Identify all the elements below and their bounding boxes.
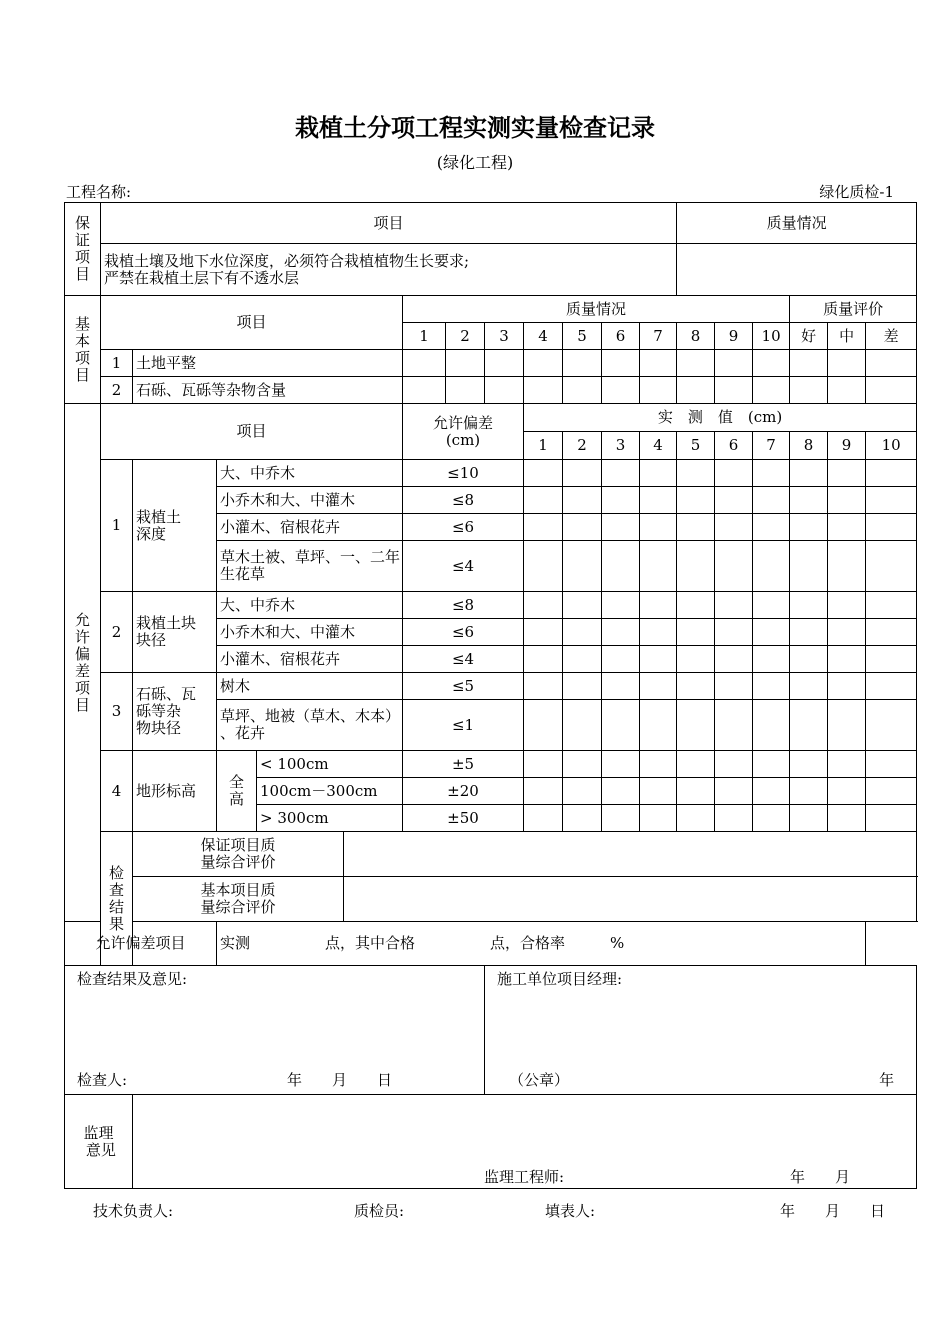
- row-tolerance: ≤6: [403, 619, 524, 646]
- row-desc: 100cm－300cm: [257, 778, 403, 805]
- basic-col-num: 5: [563, 323, 602, 350]
- results-row1-label: 保证项目质 量综合评价: [133, 832, 344, 877]
- basic-col-num: 3: [485, 323, 524, 350]
- row-desc: 小灌木、宿根花卉: [217, 514, 403, 541]
- basic-col-num: 7: [640, 323, 677, 350]
- row-tolerance: ≤1: [403, 700, 524, 751]
- eval-medium: 中: [828, 323, 866, 350]
- basic-col-num: 10: [753, 323, 790, 350]
- measured-col-num: 8: [790, 432, 828, 460]
- row-tolerance: ≤5: [403, 673, 524, 700]
- measured-col-num: 9: [828, 432, 866, 460]
- row-desc: 小乔木和大、中灌木: [217, 487, 403, 514]
- basic-side-label: 基 本 项 目: [65, 296, 101, 404]
- row-tolerance: ≤8: [403, 592, 524, 619]
- results-row2-label: 基本项目质 量综合评价: [133, 877, 344, 922]
- guarantee-col-item: 项目: [101, 203, 677, 244]
- basic-col-quality: 质量情况: [403, 296, 790, 323]
- opinion-left-label: 检查结果及意见:: [77, 970, 188, 988]
- row-desc: 大、中乔木: [217, 592, 403, 619]
- supervision-label: 监理 意见: [65, 1095, 133, 1189]
- eval-good: 好: [790, 323, 828, 350]
- allowed-side-label: 允 许 偏 差 项 目: [65, 404, 101, 922]
- table-row: [65, 751, 917, 778]
- guarantee-quality-cell[interactable]: [677, 244, 917, 296]
- allowed-col-item: 项目: [101, 404, 403, 460]
- row-tolerance: ±50: [403, 805, 524, 832]
- group-name: 栽植土块 块径: [133, 592, 217, 673]
- row-desc: 草木土被、草坪、一、二年 生花草: [217, 541, 403, 592]
- qc-label: 质检员:: [354, 1202, 405, 1220]
- basic-col-num: 4: [524, 323, 563, 350]
- allowed-col-measured: 实 测 值 (cm): [524, 404, 917, 432]
- allowed-col-tolerance: 允许偏差 (cm): [403, 404, 524, 460]
- basic-col-num: 9: [715, 323, 753, 350]
- results-side-label: 检 查 结 果: [101, 832, 133, 966]
- row-desc: 大、中乔木: [217, 460, 403, 487]
- row-tolerance: ≤4: [403, 646, 524, 673]
- results-row1-value[interactable]: [344, 832, 917, 877]
- row-tolerance: ≤6: [403, 514, 524, 541]
- measured-col-num: 5: [677, 432, 715, 460]
- group-sub: 全 高: [217, 751, 257, 832]
- basic-col-num: 8: [677, 323, 715, 350]
- results-row2-value[interactable]: [344, 877, 917, 922]
- row-tolerance: ±5: [403, 751, 524, 778]
- opinion-right-label: 施工单位项目经理:: [497, 970, 623, 988]
- row-tolerance: ±20: [403, 778, 524, 805]
- measured-col-num: 2: [563, 432, 602, 460]
- basic-col-eval: 质量评价: [790, 296, 917, 323]
- form-code: 绿化质检-1: [819, 183, 894, 201]
- inspection-date: 年 月 日: [287, 1071, 393, 1089]
- row-desc: < 100cm: [257, 751, 403, 778]
- table-row: [65, 460, 917, 487]
- project-name-label: 工程名称:: [66, 183, 132, 201]
- opinion-right-cell[interactable]: [485, 966, 917, 1095]
- table-row: [65, 377, 917, 404]
- basic-row-name: 石砾、瓦砾等杂物含量: [133, 377, 403, 404]
- group-name: 地形标高: [133, 751, 217, 832]
- supervision-date: 年 月: [790, 1168, 851, 1186]
- row-tolerance: ≤8: [403, 487, 524, 514]
- page-subtitle: (绿化工程): [436, 153, 514, 172]
- row-desc: 树木: [217, 673, 403, 700]
- group-name: 栽植土 深度: [133, 460, 217, 592]
- row-desc: 小灌木、宿根花卉: [217, 646, 403, 673]
- measured-col-num: 3: [602, 432, 640, 460]
- footer-date: 年 月 日: [780, 1202, 886, 1220]
- row-desc: 小乔木和大、中灌木: [217, 619, 403, 646]
- seal-label: （公章）: [509, 1071, 570, 1089]
- measured-col-num: 6: [715, 432, 753, 460]
- tech-lead-label: 技术负责人:: [93, 1202, 174, 1220]
- group-no: 2: [101, 592, 133, 673]
- table-row: [65, 592, 917, 619]
- basic-col-num: 1: [403, 323, 446, 350]
- measured-col-num: 1: [524, 432, 563, 460]
- table-row: [65, 673, 917, 700]
- row-desc: > 300cm: [257, 805, 403, 832]
- opinion-year: 年: [879, 1071, 895, 1089]
- table-row: [65, 350, 917, 377]
- measured-col-num: 10: [866, 432, 917, 460]
- row-tolerance: ≤10: [403, 460, 524, 487]
- results-row3-value[interactable]: 实测 点，其中合格 点，合格率 %: [217, 922, 866, 966]
- group-no: 3: [101, 673, 133, 751]
- guarantee-requirement: 栽植土壤及地下水位深度，必须符合栽植植物生长要求; 严禁在栽植土层下有不透水层: [101, 244, 677, 296]
- basic-col-num: 6: [602, 323, 640, 350]
- measured-col-num: 7: [753, 432, 790, 460]
- results-row3-label: 允许偏差项目: [65, 922, 217, 966]
- row-tolerance: ≤4: [403, 541, 524, 592]
- basic-row-name: 土地平整: [133, 350, 403, 377]
- group-name: 石砾、瓦 砾等杂 物块径: [133, 673, 217, 751]
- opinion-left-cell[interactable]: [65, 966, 485, 1095]
- guarantee-col-quality: 质量情况: [677, 203, 917, 244]
- supervision-cell[interactable]: [133, 1095, 917, 1189]
- basic-row-no: 1: [101, 350, 133, 377]
- supervision-engineer-label: 监理工程师:: [484, 1168, 565, 1186]
- basic-col-item: 项目: [101, 296, 403, 350]
- inspector-label: 检查人:: [77, 1071, 128, 1089]
- eval-poor: 差: [866, 323, 917, 350]
- inspection-table: [64, 202, 917, 1189]
- guarantee-side-label: 保 证 项 目: [65, 203, 101, 296]
- basic-row-no: 2: [101, 377, 133, 404]
- basic-col-num: 2: [446, 323, 485, 350]
- row-desc: 草坪、地被（草木、木本） 、花卉: [217, 700, 403, 751]
- measured-col-num: 4: [640, 432, 677, 460]
- page-title: 栽植土分项工程实测实量检查记录: [295, 114, 655, 142]
- filler-label: 填表人:: [545, 1202, 596, 1220]
- group-no: 1: [101, 460, 133, 592]
- group-no: 4: [101, 751, 133, 832]
